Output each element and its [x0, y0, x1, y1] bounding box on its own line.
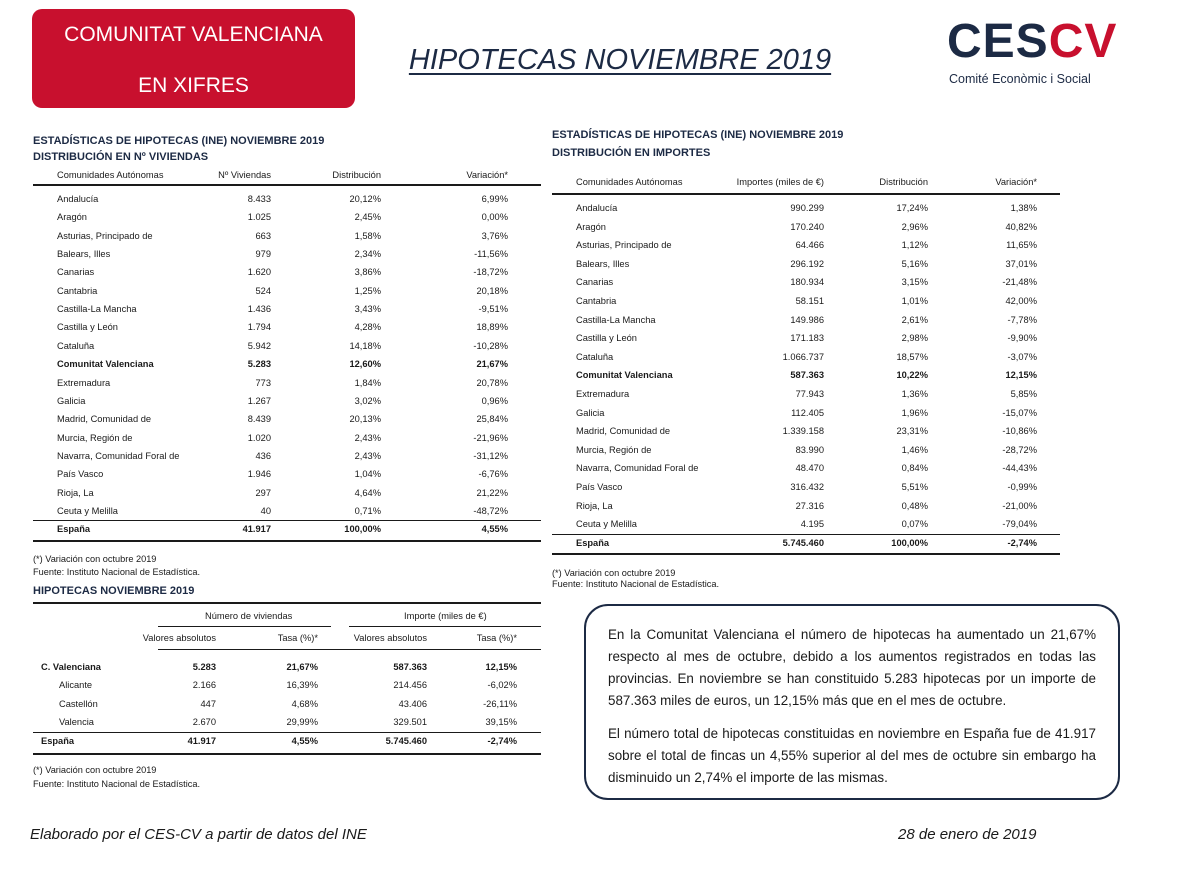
table1-heading-1: ESTADÍSTICAS DE HIPOTECAS (INE) NOVIEMBRE 2019	[33, 135, 325, 147]
region-name: Extremadura	[576, 389, 630, 399]
table3-source: Fuente: Instituto Nacional de Estadística.	[33, 779, 200, 789]
total-rule	[552, 534, 1060, 535]
cell-value: 180.934	[790, 277, 824, 288]
cell-value: -21,96%	[473, 432, 508, 443]
region-name: Andalucía	[57, 194, 99, 204]
cell-value: -6,76%	[478, 469, 508, 480]
region-name: Castellón	[59, 699, 98, 709]
cell-value: 329.501	[393, 717, 427, 727]
cell-value: 21,67%	[476, 359, 508, 370]
cell-value: 1.339.158	[782, 426, 824, 437]
cell-value: -10,86%	[1002, 426, 1037, 437]
table1-heading-2: DISTRIBUCIÓN EN Nº VIVIENDAS	[33, 151, 209, 163]
cell-value: 27.316	[795, 500, 824, 511]
cell-value: -7,78%	[1007, 314, 1037, 325]
cell-value: 12,15%	[1005, 370, 1037, 381]
column-header: Valores absolutos	[142, 633, 216, 643]
region-name: Comunitat Valenciana	[57, 359, 154, 370]
cell-value: 39,15%	[485, 717, 517, 727]
region-name: Madrid, Comunidad de	[576, 426, 671, 437]
cell-value: 524	[255, 285, 271, 296]
cell-value: 2,45%	[354, 212, 381, 223]
region-name: País Vasco	[57, 469, 104, 480]
group-header-viviendas: Número de viviendas	[205, 611, 293, 621]
cell-value: 77.943	[795, 389, 824, 399]
cell-value: 2,43%	[354, 432, 381, 443]
region-name: Valencia	[59, 717, 94, 727]
table-row	[33, 228, 541, 246]
cell-value: -11,56%	[474, 249, 508, 260]
cell-value: 1.267	[247, 395, 271, 406]
cell-value: -21,48%	[1002, 277, 1037, 288]
cell-value: 1,25%	[354, 285, 381, 296]
total-row	[552, 535, 1060, 553]
table-row	[552, 256, 1060, 274]
cell-value: -79,04%	[1002, 519, 1037, 530]
cell-value: 2,96%	[901, 221, 928, 232]
importes-table	[552, 171, 1060, 561]
top-rule	[33, 602, 541, 604]
cell-value: 2,34%	[354, 249, 381, 260]
cell-value: 11,65%	[1006, 240, 1037, 251]
total-rule	[33, 732, 541, 733]
region-name: Castilla y León	[57, 322, 118, 333]
cell-value: 18,89%	[476, 322, 508, 333]
table-row	[552, 516, 1060, 534]
bottom-rule	[33, 540, 541, 542]
cell-value: 0,07%	[901, 519, 928, 530]
cell-value: 1.025	[247, 212, 271, 223]
region-name: Castilla y León	[576, 333, 637, 344]
cell-value: 14,18%	[349, 340, 381, 351]
table-row	[33, 356, 541, 374]
region-name: Rioja, La	[57, 487, 94, 498]
cell-value: 214.456	[393, 680, 427, 690]
region-name: Castilla-La Mancha	[57, 304, 137, 315]
cell-value: 8.433	[247, 194, 271, 204]
cell-value: 3,43%	[354, 304, 381, 315]
cell-value: 1,84%	[354, 377, 381, 388]
cell-value: 37,01%	[1005, 258, 1037, 269]
cell-value: 1,01%	[901, 296, 928, 306]
group-header-importe: Importe (miles de €)	[404, 611, 487, 621]
table-row	[33, 393, 541, 411]
table-row	[552, 479, 1060, 497]
table-row	[33, 677, 541, 695]
cell-value: 5.942	[247, 340, 271, 351]
region-name: C. Valenciana	[41, 662, 101, 672]
region-name: Castilla-La Mancha	[576, 314, 656, 325]
region-name: Andalucía	[576, 203, 618, 213]
column-header: Importes (miles de €)	[736, 177, 824, 187]
total-row	[33, 521, 541, 539]
region-name: Cataluña	[576, 351, 614, 362]
cell-value: 4,64%	[354, 487, 381, 498]
cell-value: 5.283	[192, 662, 216, 672]
region-name: España	[41, 736, 75, 746]
cell-value: 5,85%	[1010, 389, 1037, 399]
cell-value: -26,11%	[483, 699, 517, 709]
cell-value: 4,68%	[291, 699, 318, 709]
region-name: Aragón	[57, 212, 87, 223]
summary-paragraph-1: En la Comunitat Valenciana el número de hipotecas ha aumentado un 21,67% respecto al mes de octubre, debido a los aumentos registrados en todas las provincias. En noviembre se han constituido 5.283 hipotecas por un importe de 587.363 miles de euros, un 12,15% más que en el mes de octubre.	[608, 627, 1096, 708]
cell-value: 171.183	[790, 333, 824, 344]
table2-heading-2: DISTRIBUCIÓN EN IMPORTES	[552, 147, 711, 159]
footer-date: 28 de enero de 2019	[898, 826, 1037, 843]
table-row	[552, 312, 1060, 330]
region-name: Cantabria	[576, 296, 617, 306]
cell-value: 18,57%	[896, 351, 928, 362]
cell-value: 447	[200, 699, 216, 709]
region-name: Madrid, Comunidad de	[57, 414, 152, 425]
table1-note: (*) Variación con octubre 2019	[33, 554, 157, 564]
cell-value: 5.745.460	[782, 537, 824, 548]
table3-heading: HIPOTECAS NOVIEMBRE 2019	[33, 585, 195, 597]
cell-value: 3,15%	[901, 277, 928, 288]
cell-value: 3,02%	[354, 395, 381, 406]
column-header: Variación*	[995, 177, 1037, 187]
cell-value: 296.192	[790, 258, 824, 269]
cell-value: 0,96%	[481, 395, 508, 406]
group-rule	[349, 626, 541, 627]
cell-value: -18,72%	[473, 267, 508, 278]
cell-value: -44,43%	[1002, 463, 1037, 474]
cell-value: 1,12%	[901, 240, 928, 251]
cell-value: 587.363	[393, 662, 427, 672]
cell-value: 1,96%	[901, 407, 928, 418]
region-name: Cantabria	[57, 285, 98, 296]
cell-value: 1,04%	[354, 469, 381, 480]
table-row	[552, 237, 1060, 255]
region-name: Canarias	[57, 267, 95, 278]
cell-value: 663	[255, 230, 271, 241]
group-rule	[158, 626, 331, 627]
cell-value: -3,07%	[1007, 351, 1037, 362]
table-row	[552, 367, 1060, 385]
cell-value: 773	[255, 377, 271, 388]
column-header: Comunidades Autónomas	[576, 177, 683, 187]
table-row	[33, 338, 541, 356]
table-row	[552, 423, 1060, 441]
cell-value: 979	[255, 249, 271, 260]
region-name: Comunitat Valenciana	[576, 370, 673, 381]
region-name: España	[57, 524, 91, 535]
cell-value: -2,74%	[1007, 537, 1037, 548]
table-row	[33, 448, 541, 466]
cell-value: 5.745.460	[385, 736, 427, 746]
cell-value: 29,99%	[286, 717, 318, 727]
table-row	[33, 301, 541, 319]
cell-value: -9,90%	[1007, 333, 1037, 344]
cell-value: 12,15%	[485, 662, 517, 672]
cell-value: -2,74%	[487, 736, 517, 746]
cell-value: 4,55%	[481, 524, 508, 535]
cell-value: 4.195	[800, 519, 824, 530]
bottom-rule	[552, 553, 1060, 555]
ces-cv-logo	[947, 15, 1118, 90]
provincias-table	[33, 602, 541, 760]
cell-value: 41.917	[187, 736, 216, 746]
cell-value: 5,51%	[901, 482, 928, 492]
cell-value: 1.066.737	[782, 351, 824, 362]
table-row	[552, 330, 1060, 348]
cell-value: 587.363	[790, 370, 824, 381]
cell-value: 20,13%	[349, 414, 381, 425]
cell-value: 48.470	[795, 463, 824, 474]
cell-value: 1,58%	[354, 230, 381, 241]
region-name: Asturias, Principado de	[576, 240, 672, 251]
region-name: Extremadura	[57, 377, 111, 388]
cell-value: 2,61%	[901, 314, 928, 325]
table-row	[33, 319, 541, 337]
table-row	[33, 264, 541, 282]
column-header: Distribución	[332, 170, 381, 180]
cell-value: 149.986	[790, 314, 824, 325]
cell-value: 0,48%	[901, 500, 928, 511]
cell-value: 2.166	[192, 680, 216, 690]
column-header: Tasa (%)*	[277, 633, 318, 643]
region-name: Balears, Illes	[576, 258, 630, 269]
cell-value: 4,55%	[291, 736, 318, 746]
cell-value: -15,07%	[1002, 407, 1037, 418]
cell-value: -0,99%	[1007, 482, 1037, 492]
logo-word-dark: CES	[947, 15, 1049, 68]
table-row	[552, 200, 1060, 218]
badge-line-1: COMUNITAT VALENCIANA	[64, 23, 323, 46]
cell-value: 25,84%	[476, 414, 508, 425]
table-row	[33, 503, 541, 521]
region-name: Murcia, Región de	[576, 444, 652, 455]
cell-value: 0,71%	[354, 505, 381, 516]
table-row	[552, 274, 1060, 292]
bottom-rule	[33, 753, 541, 755]
cell-value: 40,82%	[1005, 221, 1037, 232]
table2-note: (*) Variación con octubre 2019	[552, 568, 676, 578]
table-row	[33, 246, 541, 264]
cell-value: 6,99%	[481, 194, 508, 204]
table-row	[552, 386, 1060, 404]
table-row	[33, 375, 541, 393]
region-name: Galicia	[576, 407, 605, 418]
cell-value: 3,76%	[481, 230, 508, 241]
region-name: Ceuta y Melilla	[576, 519, 637, 530]
table1-source: Fuente: Instituto Nacional de Estadística.	[33, 567, 200, 577]
badge-line-2: EN XIFRES	[138, 74, 249, 97]
cell-value: -10,28%	[473, 340, 508, 351]
region-name: España	[576, 537, 610, 548]
cell-value: 23,31%	[896, 426, 928, 437]
summary-paragraph-2: El número total de hipotecas constituidas en noviembre en España fue de 41.917 sobre el total de fincas un 4,55% superior al del mes de octubre sin embargo ha disminuido un 2,74% el importe de las mismas.	[608, 726, 1096, 785]
column-header: Comunidades Autónomas	[57, 170, 164, 180]
table2-source: Fuente: Instituto Nacional de Estadística.	[552, 579, 719, 589]
column-header: Distribución	[879, 177, 928, 187]
table-row	[552, 442, 1060, 460]
cell-value: 1.794	[247, 322, 271, 333]
cell-value: -21,00%	[1002, 500, 1037, 511]
region-name: País Vasco	[576, 482, 623, 492]
region-name: Balears, Illes	[57, 249, 111, 260]
cell-value: 1.620	[247, 267, 271, 278]
table2-heading-1: ESTADÍSTICAS DE HIPOTECAS (INE) NOVIEMBRE 2019	[552, 129, 844, 141]
cell-value: 5,16%	[901, 258, 928, 269]
page-title: HIPOTECAS NOVIEMBRE 2019	[408, 44, 832, 76]
table-row	[33, 659, 541, 677]
cell-value: 297	[255, 487, 271, 498]
cell-value: 20,78%	[476, 377, 508, 388]
region-name: Navarra, Comunidad Foral de	[576, 463, 699, 474]
cell-value: 1.436	[247, 304, 271, 315]
table-row	[33, 411, 541, 429]
cell-value: 0,00%	[481, 212, 508, 223]
table-row	[33, 714, 541, 732]
column-header: Variación*	[466, 170, 508, 180]
cell-value: 1,38%	[1010, 203, 1037, 213]
table-row	[552, 498, 1060, 516]
cell-value: 2,43%	[354, 450, 381, 461]
cell-value: 20,12%	[349, 194, 381, 204]
cell-value: -31,12%	[473, 450, 508, 461]
header-rule	[33, 184, 541, 186]
cell-value: 2,98%	[901, 333, 928, 344]
summary-box	[584, 604, 1120, 800]
region-name: Murcia, Región de	[57, 432, 133, 443]
cell-value: 64.466	[795, 240, 824, 251]
column-header: Tasa (%)*	[476, 633, 517, 643]
header-rule	[158, 649, 541, 650]
cell-value: 83.990	[795, 444, 824, 455]
cell-value: 41.917	[242, 524, 271, 535]
table-row	[33, 283, 541, 301]
region-name: Alicante	[59, 680, 93, 690]
region-name: Galicia	[57, 395, 86, 406]
cell-value: 21,22%	[476, 487, 508, 498]
table-row	[552, 405, 1060, 423]
logo-subtitle: Comité Econòmic i Social	[949, 72, 1091, 86]
cell-value: 43.406	[398, 699, 427, 709]
region-name: Aragón	[576, 221, 606, 232]
cell-value: 100,00%	[891, 537, 928, 548]
table-row	[552, 349, 1060, 367]
cell-value: 8.439	[247, 414, 271, 425]
cell-value: -9,51%	[478, 304, 508, 315]
cell-value: 990.299	[790, 203, 824, 213]
region-name: Cataluña	[57, 340, 95, 351]
cell-value: 17,24%	[896, 203, 928, 213]
cell-value: 16,39%	[286, 680, 318, 690]
region-name: Canarias	[576, 277, 614, 288]
region-name: Ceuta y Melilla	[57, 505, 118, 516]
cell-value: 12,60%	[349, 359, 381, 370]
cell-value: 10,22%	[896, 370, 928, 381]
cell-value: 21,67%	[286, 662, 318, 672]
table-row	[33, 191, 541, 209]
cell-value: 316.432	[790, 482, 824, 492]
table-row	[33, 485, 541, 503]
region-name: Navarra, Comunidad Foral de	[57, 450, 180, 461]
cell-value: 436	[255, 450, 271, 461]
table-row	[552, 460, 1060, 478]
cell-value: 1.946	[247, 469, 271, 480]
column-header: Nº Viviendas	[218, 170, 271, 180]
table-row	[33, 430, 541, 448]
cell-value: 42,00%	[1005, 296, 1037, 306]
table-row	[33, 466, 541, 484]
region-name: Asturias, Principado de	[57, 230, 153, 241]
table-row	[552, 293, 1060, 311]
header-rule	[552, 193, 1060, 195]
cell-value: 4,28%	[354, 322, 381, 333]
cell-value: 1.020	[247, 432, 271, 443]
cell-value: 58.151	[795, 296, 824, 306]
cell-value: -48,72%	[473, 505, 508, 516]
cell-value: 5.283	[247, 359, 271, 370]
region-badge	[32, 9, 355, 108]
cell-value: 0,84%	[901, 463, 928, 474]
cell-value: 112.405	[791, 407, 824, 418]
cell-value: 2.670	[192, 717, 216, 727]
cell-value: 100,00%	[344, 524, 381, 535]
cell-value: 170.240	[790, 221, 824, 232]
table-row	[33, 696, 541, 714]
cell-value: -6,02%	[487, 680, 517, 690]
column-header: Valores absolutos	[353, 633, 427, 643]
table-row	[552, 219, 1060, 237]
cell-value: 1,36%	[901, 389, 928, 399]
cell-value: 20,18%	[476, 285, 508, 296]
region-name: Rioja, La	[576, 500, 613, 511]
total-row	[33, 733, 541, 751]
cell-value: 40	[260, 505, 271, 516]
footer-credit: Elaborado por el CES-CV a partir de datos del INE	[30, 826, 367, 843]
cell-value: 3,86%	[354, 267, 381, 278]
cell-value: 1,46%	[901, 444, 928, 455]
table3-note: (*) Variación con octubre 2019	[33, 765, 157, 775]
cell-value: -28,72%	[1002, 444, 1037, 455]
logo-word-red: CV	[1048, 15, 1118, 68]
viviendas-table	[33, 166, 541, 551]
table-row	[33, 209, 541, 227]
total-rule	[33, 520, 541, 521]
